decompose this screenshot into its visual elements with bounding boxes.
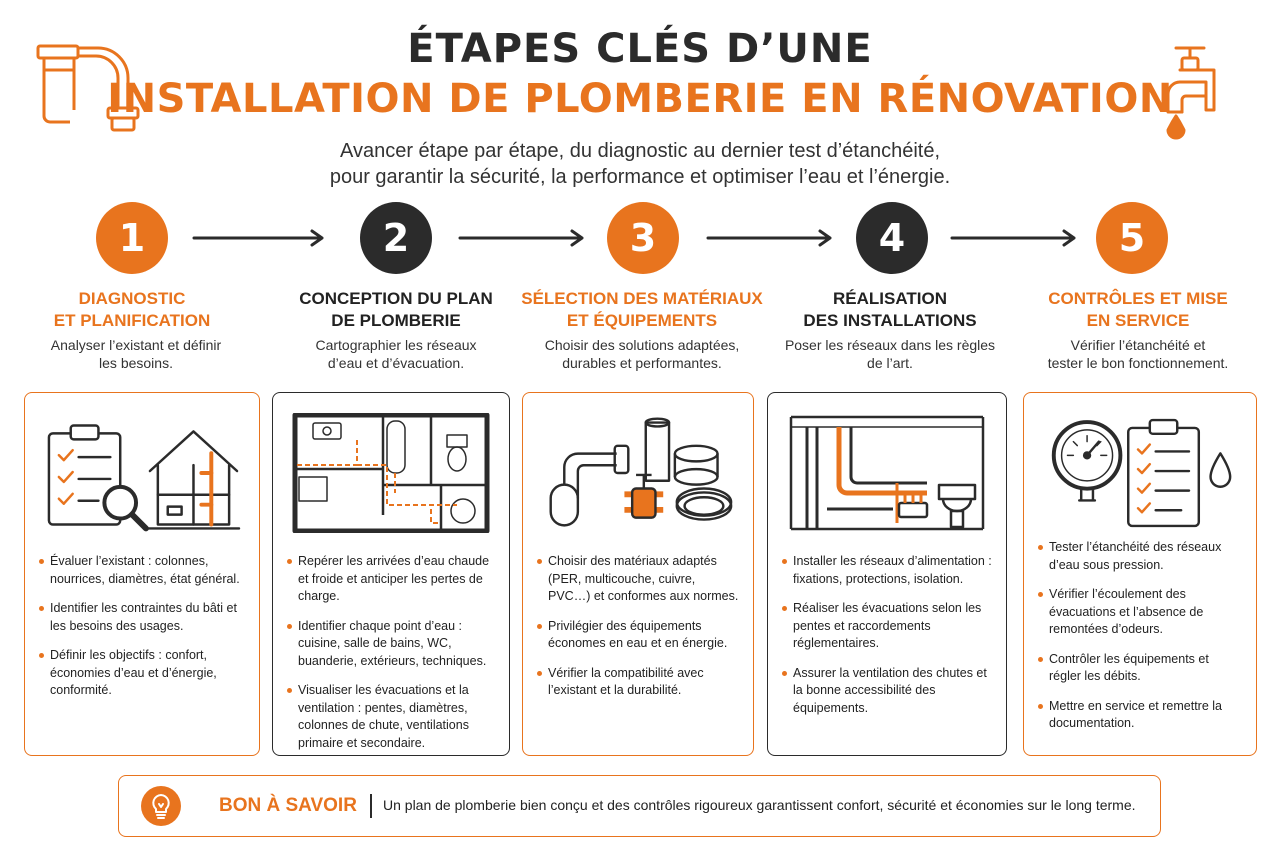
step-1-bullet-list [39,553,247,712]
step-5-bullet-list [1038,539,1244,745]
tip-label: BON À SAVOIR [219,795,357,816]
step-2-title-line1: CONCEPTION DU PLAN [299,289,493,308]
list-item: Vérifier l’écoulement des évacuations et l’absence de remontées d’odeurs. [1038,586,1244,639]
step-3-title-line1: SÉLECTION DES MATÉRIAUX [521,289,763,308]
arrow-right-icon [192,228,328,248]
step-5-description [1018,336,1258,372]
page-title-line1: ÉTAPES CLÉS D’UNE [407,26,873,72]
subtitle [240,138,1040,190]
step-1-number: 1 [96,202,168,274]
step-4-title-line1: RÉALISATION [833,289,947,308]
list-item: Évaluer l’existant : colonnes, nourrices, diamètres, état général. [39,553,247,588]
list-item: Tester l’étanchéité des réseaux d’eau sous pression. [1038,539,1244,574]
arrow-right-icon [950,228,1080,248]
step-4-description [770,336,1010,372]
step-3-card [522,392,754,756]
pressure-gauge-checklist-icon [1042,413,1238,533]
list-item: Installer les réseaux d’alimentation : fixations, protections, isolation. [782,553,994,588]
floor-plan-icon [291,413,491,533]
step-1-card [24,392,260,756]
subtitle-line1: Avancer étape par étape, du diagnostic au dernier test d’étanchéité, [339,140,941,162]
step-3-desc-line2: durables et performantes. [562,355,722,371]
list-item: Réaliser les évacuations selon les pentes et raccordements réglementaires. [782,600,994,653]
step-2-title [266,288,526,332]
step-5-title-line2: EN SERVICE [1086,311,1190,330]
step-3-desc-line1: Choisir des solutions adaptées, [544,337,740,353]
step-5-number: 5 [1096,202,1168,274]
list-item: Identifier chaque point d’eau : cuisine, salle de bains, WC, buanderie, extérieurs, techniques. [287,618,497,671]
step-5-title-line1: CONTRÔLES ET MISE [1048,289,1228,308]
step-3-title [512,288,772,332]
list-item: Vérifier la compatibilité avec l’existant et la durabilité. [537,665,741,700]
step-2-desc-line1: Cartographier les réseaux [315,337,477,353]
list-item: Privilégier des équipements économes en eau et en énergie. [537,618,741,653]
pipe-installation-icon [786,413,988,533]
step-1-title-line2: ET PLANIFICATION [53,311,211,330]
list-item: Assurer la ventilation des chutes et la bonne accessibilité des équipements. [782,665,994,718]
list-item: Contrôler les équipements et régler les débits. [1038,651,1244,686]
arrow-right-icon [458,228,588,248]
list-item: Mettre en service et remettre la documentation. [1038,698,1244,733]
step-5-desc-line2: tester le bon fonctionnement. [1047,355,1229,371]
tip-text: Un plan de plomberie bien conçu et des contrôles rigoureux garantissent confort, sécurité et économies sur le long terme. [383,797,1136,813]
step-1-description [16,336,256,372]
step-2-description [276,336,516,372]
step-5-desc-line1: Vérifier l’étanchéité et [1070,337,1206,353]
step-4-desc-line2: de l’art. [867,355,913,371]
step-3-description [522,336,762,372]
tip-banner [118,775,1161,837]
step-2-title-line2: DE PLOMBERIE [331,311,461,330]
arrow-right-icon [706,228,836,248]
step-2-card [272,392,510,756]
subtitle-line2: pour garantir la sécurité, la performance et optimiser l’eau et l’énergie. [329,166,951,188]
step-5-card [1023,392,1257,756]
lightbulb-icon [141,786,181,826]
step-4-number: 4 [856,202,928,274]
step-4-title [760,288,1020,332]
step-3-bullet-list [537,553,741,712]
step-2-number: 2 [360,202,432,274]
step-1-title [2,288,262,332]
step-5-title [1008,288,1268,332]
step-4-desc-line1: Poser les réseaux dans les règles [784,337,996,353]
divider [370,794,372,818]
step-4-title-line2: DES INSTALLATIONS [803,311,977,330]
step-2-bullet-list [287,553,497,764]
step-2-desc-line2: d’eau et d’évacuation. [327,355,465,371]
list-item: Définir les objectifs : confort, économies d’eau et d’énergie, conformité. [39,647,247,700]
list-item: Choisir des matériaux adaptés (PER, multicouche, cuivre, PVC…) et conformes aux normes. [537,553,741,606]
list-item: Repérer les arrivées d’eau chaude et froide et anticiper les pertes de charge. [287,553,497,606]
step-4-card [767,392,1007,756]
step-1-desc-line1: Analyser l’existant et définir [50,337,222,353]
step-3-title-line2: ET ÉQUIPEMENTS [566,311,718,330]
list-item: Visualiser les évacuations et la ventilation : pentes, diamètres, colonnes de chute, ventilations primaire et secondaire. [287,682,497,752]
step-3-number: 3 [607,202,679,274]
step-1-title-line1: DIAGNOSTIC [78,289,186,308]
checklist-house-magnifier-icon [43,413,241,533]
page-title-line2: INSTALLATION DE PLOMBERIE EN RÉNOVATION [107,76,1173,122]
step-1-desc-line2: les besoins. [99,355,173,371]
pipe-fittings-icon [541,413,735,533]
list-item: Identifier les contraintes du bâti et les besoins des usages. [39,600,247,635]
step-4-bullet-list [782,553,994,729]
